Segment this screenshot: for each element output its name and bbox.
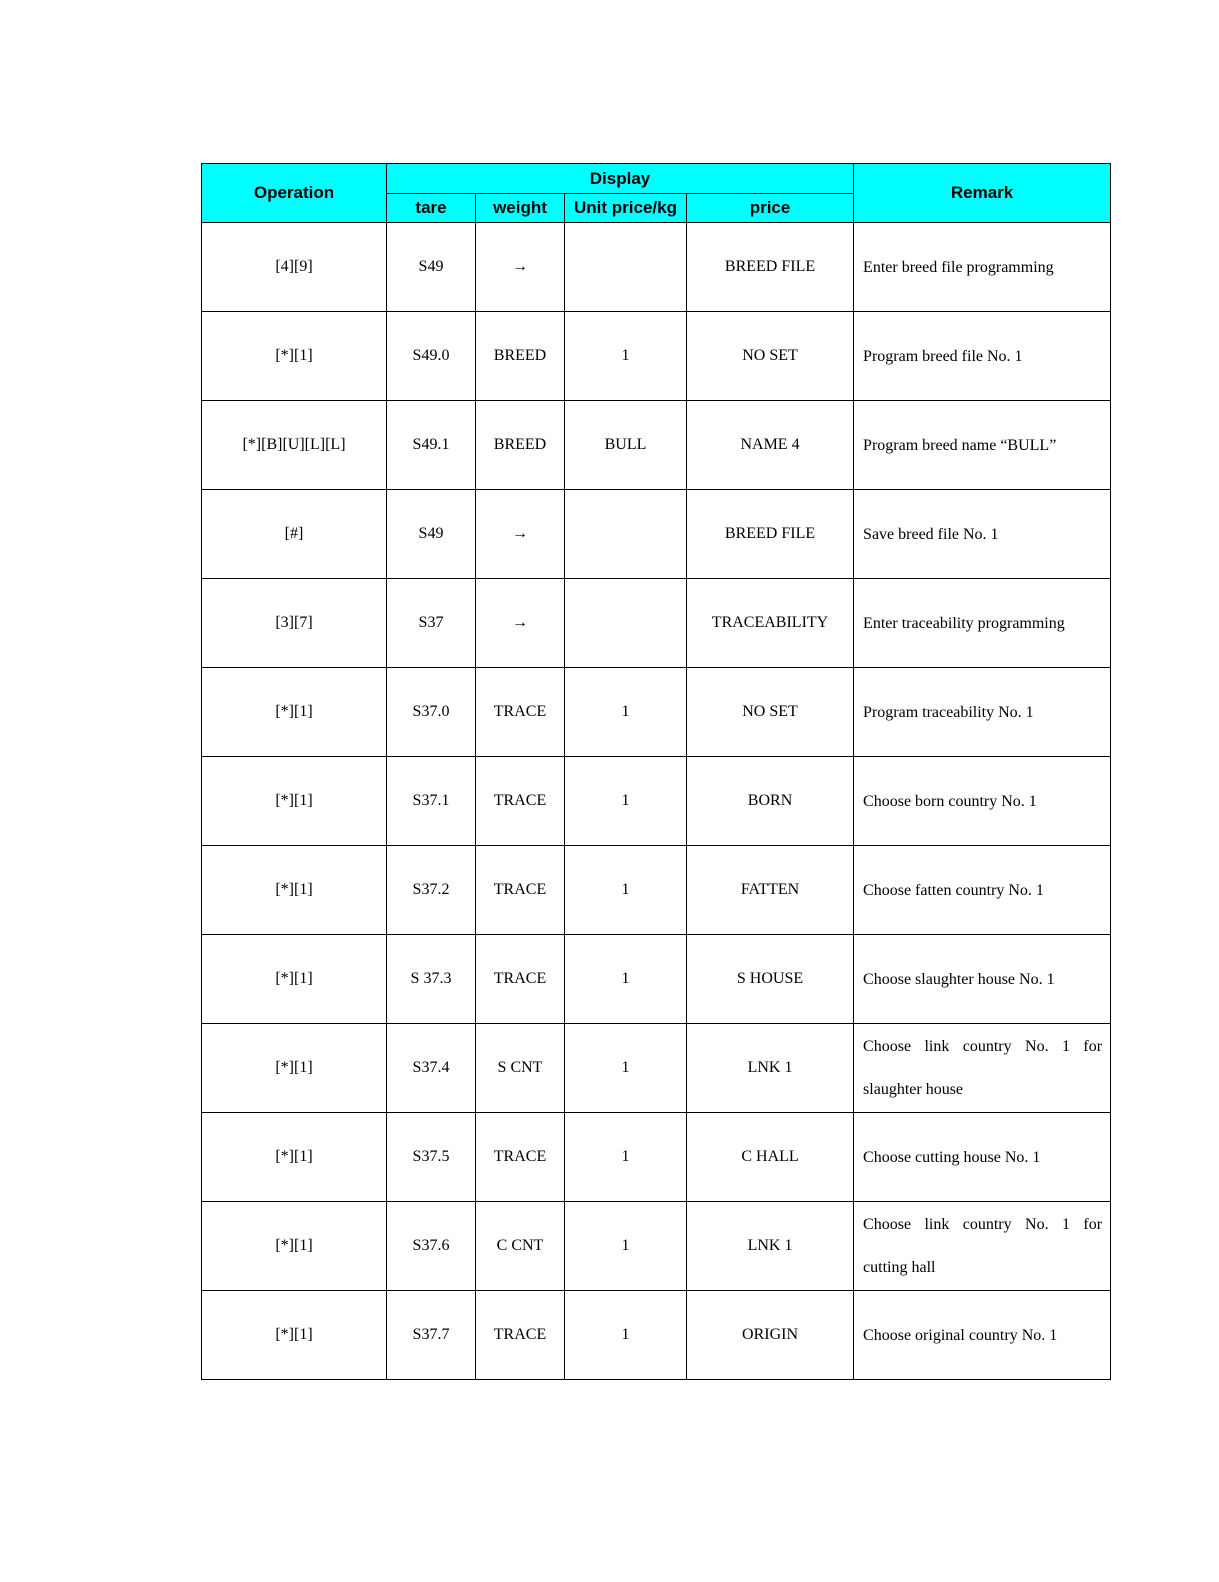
weight-cell: BREED <box>476 401 565 490</box>
unit-price-cell: BULL <box>565 401 687 490</box>
header-weight: weight <box>476 194 565 223</box>
header-operation: Operation <box>202 164 387 223</box>
table-row <box>202 1202 1111 1291</box>
table-row <box>202 757 1111 846</box>
price-cell: LNK 1 <box>687 1202 854 1291</box>
header-row-1 <box>202 164 1111 194</box>
unit-price-cell: 1 <box>565 846 687 935</box>
operation-cell: [3][7] <box>202 579 387 668</box>
tare-cell: S49 <box>387 223 476 312</box>
table-row <box>202 1024 1111 1113</box>
weight-cell: TRACE <box>476 935 565 1024</box>
header-display: Display <box>387 164 854 194</box>
price-cell: BREED FILE <box>687 490 854 579</box>
operation-cell: [*][1] <box>202 1024 387 1113</box>
table-row <box>202 490 1111 579</box>
tare-cell: S49.1 <box>387 401 476 490</box>
price-cell: ORIGIN <box>687 1291 854 1380</box>
price-cell: NO SET <box>687 312 854 401</box>
remark-cell: Choose born country No. 1 <box>854 757 1111 846</box>
programming-table <box>201 163 1111 1380</box>
header-unit-price: Unit price/kg <box>565 194 687 223</box>
remark-cell: Program traceability No. 1 <box>854 668 1111 757</box>
remark-cell: Enter traceability programming <box>854 579 1111 668</box>
table-row <box>202 312 1111 401</box>
price-cell: NO SET <box>687 668 854 757</box>
tare-cell: S37.0 <box>387 668 476 757</box>
weight-cell: TRACE <box>476 846 565 935</box>
tare-cell: S37.1 <box>387 757 476 846</box>
remark-cell: Choose original country No. 1 <box>854 1291 1111 1380</box>
remark-cell: Enter breed file programming <box>854 223 1111 312</box>
price-cell: LNK 1 <box>687 1024 854 1113</box>
price-cell: TRACEABILITY <box>687 579 854 668</box>
table-row <box>202 668 1111 757</box>
table-row <box>202 935 1111 1024</box>
operation-cell: [*][B][U][L][L] <box>202 401 387 490</box>
remark-cell: Choose cutting house No. 1 <box>854 1113 1111 1202</box>
remark-cell: Program breed name “BULL” <box>854 401 1111 490</box>
operation-cell: [*][1] <box>202 846 387 935</box>
weight-cell: TRACE <box>476 757 565 846</box>
tare-cell: S49.0 <box>387 312 476 401</box>
header-remark: Remark <box>854 164 1111 223</box>
operation-cell: [*][1] <box>202 757 387 846</box>
table-row <box>202 223 1111 312</box>
operation-cell: [#] <box>202 490 387 579</box>
operation-cell: [*][1] <box>202 1202 387 1291</box>
unit-price-cell: 1 <box>565 312 687 401</box>
operation-cell: [4][9] <box>202 223 387 312</box>
operation-cell: [*][1] <box>202 935 387 1024</box>
table-row <box>202 1291 1111 1380</box>
header-tare: tare <box>387 194 476 223</box>
operation-cell: [*][1] <box>202 1291 387 1380</box>
price-cell: S HOUSE <box>687 935 854 1024</box>
weight-cell-arrow-icon: → <box>476 223 565 312</box>
remark-cell: Choose link country No. 1 for cutting hall <box>854 1202 1111 1291</box>
remark-cell: Choose slaughter house No. 1 <box>854 935 1111 1024</box>
unit-price-cell: 1 <box>565 1113 687 1202</box>
tare-cell: S37.5 <box>387 1113 476 1202</box>
weight-cell: TRACE <box>476 668 565 757</box>
weight-cell: C CNT <box>476 1202 565 1291</box>
price-cell: C HALL <box>687 1113 854 1202</box>
unit-price-cell <box>565 579 687 668</box>
operation-cell: [*][1] <box>202 312 387 401</box>
unit-price-cell: 1 <box>565 1202 687 1291</box>
unit-price-cell: 1 <box>565 668 687 757</box>
tare-cell: S49 <box>387 490 476 579</box>
weight-cell-arrow-icon: → <box>476 490 565 579</box>
tare-cell: S 37.3 <box>387 935 476 1024</box>
remark-cell: Save breed file No. 1 <box>854 490 1111 579</box>
tare-cell: S37.4 <box>387 1024 476 1113</box>
tare-cell: S37.2 <box>387 846 476 935</box>
table-row <box>202 1113 1111 1202</box>
table-row <box>202 579 1111 668</box>
remark-cell: Program breed file No. 1 <box>854 312 1111 401</box>
price-cell: FATTEN <box>687 846 854 935</box>
tare-cell: S37.6 <box>387 1202 476 1291</box>
weight-cell: TRACE <box>476 1113 565 1202</box>
header-price: price <box>687 194 854 223</box>
unit-price-cell: 1 <box>565 1291 687 1380</box>
remark-cell: Choose link country No. 1 for slaughter house <box>854 1024 1111 1113</box>
price-cell: NAME 4 <box>687 401 854 490</box>
table-row <box>202 401 1111 490</box>
tare-cell: S37.7 <box>387 1291 476 1380</box>
unit-price-cell <box>565 490 687 579</box>
unit-price-cell <box>565 223 687 312</box>
price-cell: BORN <box>687 757 854 846</box>
unit-price-cell: 1 <box>565 757 687 846</box>
tare-cell: S37 <box>387 579 476 668</box>
operation-cell: [*][1] <box>202 668 387 757</box>
operation-cell: [*][1] <box>202 1113 387 1202</box>
unit-price-cell: 1 <box>565 1024 687 1113</box>
weight-cell: BREED <box>476 312 565 401</box>
table-row <box>202 846 1111 935</box>
weight-cell: S CNT <box>476 1024 565 1113</box>
remark-cell: Choose fatten country No. 1 <box>854 846 1111 935</box>
unit-price-cell: 1 <box>565 935 687 1024</box>
price-cell: BREED FILE <box>687 223 854 312</box>
weight-cell: TRACE <box>476 1291 565 1380</box>
weight-cell-arrow-icon: → <box>476 579 565 668</box>
